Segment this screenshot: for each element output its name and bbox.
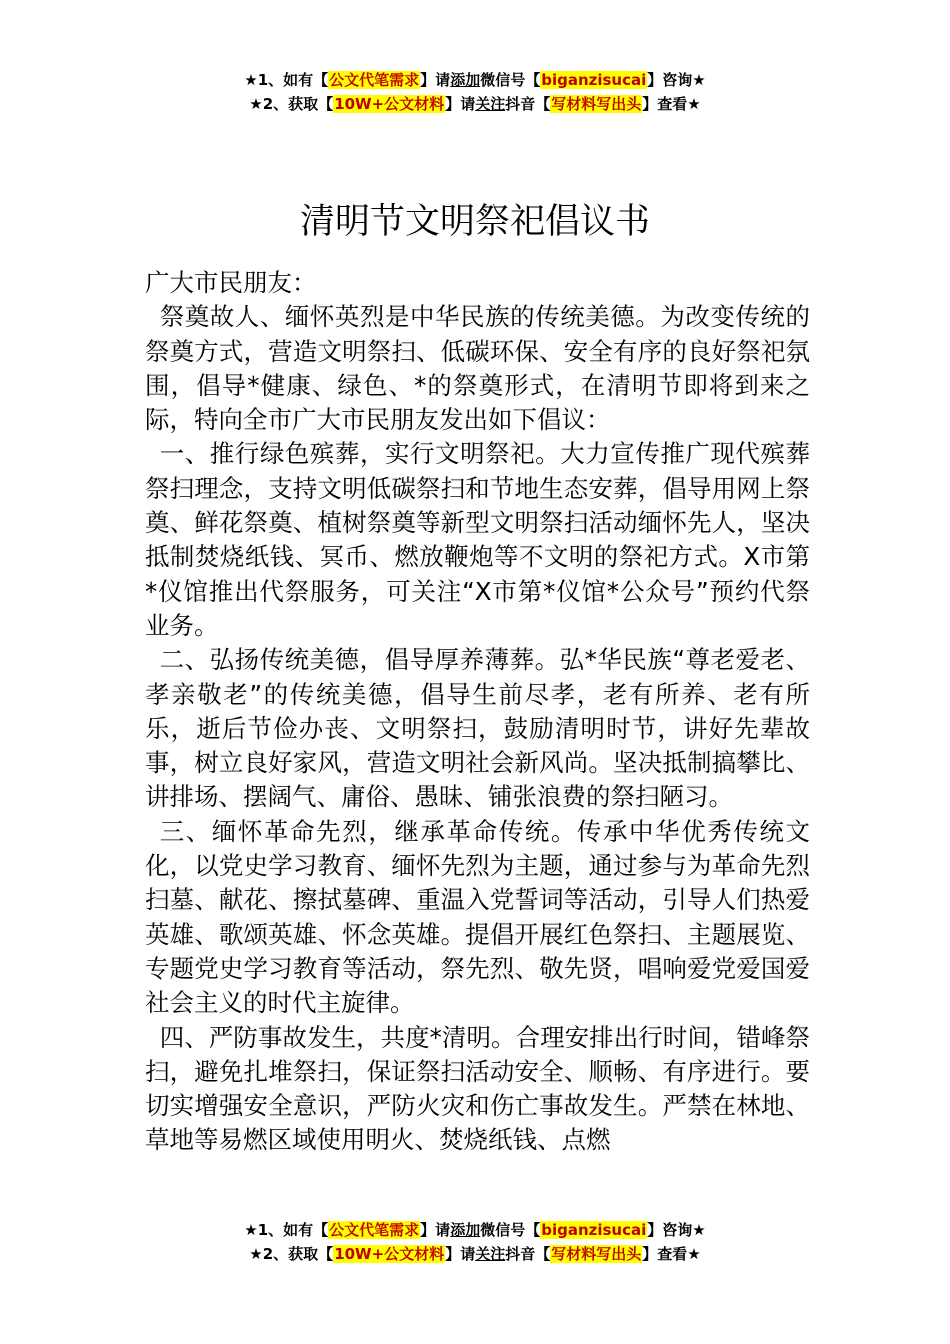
footer-banner [0,1218,950,1266]
header-banner [0,68,950,116]
banner-underline: 添加 [450,1221,481,1239]
banner-text: ★2、获取【 [249,95,334,113]
salutation: 广大市民朋友： [145,268,317,297]
banner-text: ★1、如有【 [244,1221,329,1239]
paragraph-intro: 祭奠故人、缅怀英烈是中华民族的传统美德。为改变传统的祭奠方式，营造文明祭扫、低碳环保、安全有序的良好祭祀氛围，倡导*健康、绿色、*的祭奠形式，在清明节即将到来之际，特向全市广大市民朋友发出如下倡议： [145,302,810,435]
paragraph-3: 三、缅怀革命先烈，继承革命传统。传承中华优秀传统文化，以党史学习教育、缅怀先烈为主题，通过参与为革命先烈扫墓、献花、擦拭墓碑、重温入党誓词等活动，引导人们热爱英雄、歌颂英雄、怀念英雄。提倡开展红色祭扫、主题展览、专题党史学习教育等活动，祭先烈、敬先贤，唱响爱党爱国爱社会主义的时代主旋律。 [145,816,810,1018]
banner-text: ★1、如有【 [244,71,329,89]
banner-line-1 [0,1218,950,1242]
banner-highlight: 10W+公文材料 [334,1245,445,1263]
banner-text: 】请 [420,71,451,89]
banner-line-1 [0,68,950,92]
banner-highlight: 写材料写出头 [551,1245,642,1263]
banner-text: 】咨询★ [647,1221,706,1239]
banner-text: 微信号【 [480,1221,541,1239]
banner-highlight: 公文代笔需求 [329,71,420,89]
banner-text: 微信号【 [480,71,541,89]
banner-text: 】查看★ [642,1245,701,1263]
banner-underline: 关注 [475,95,506,113]
banner-highlight: 写材料写出头 [551,95,642,113]
paragraph-2: 二、弘扬传统美德，倡导厚养薄葬。弘*华民族“尊老爱老、孝亲敬老”的传统美德，倡导生前尽孝，老有所养、老有所乐，逝后节俭办丧、文明祭扫，鼓励清明时节，讲好先辈故事，树立良好家风，营造文明社会新风尚。坚决抵制搞攀比、讲排场、摆阔气、庸俗、愚昧、铺张浪费的祭扫陋习。 [145,645,810,812]
banner-text: 】咨询★ [647,71,706,89]
banner-highlight: 10W+公文材料 [334,95,445,113]
banner-line-2 [0,92,950,116]
document-title: 清明节文明祭祀倡议书 [299,202,650,243]
banner-text: 】请 [445,1245,476,1263]
banner-text: 】请 [420,1221,451,1239]
banner-line-2 [0,1242,950,1266]
banner-text: 抖音【 [505,95,551,113]
paragraph-1: 一、推行绿色殡葬，实行文明祭祀。大力宣传推广现代殡葬祭扫理念，支持文明低碳祭扫和节地生态安葬，倡导用网上祭奠、鲜花祭奠、植树祭奠等新型文明祭扫活动缅怀先人，坚决抵制焚烧纸钱、冥币、燃放鞭炮等不文明的祭祀方式。X市第*仪馆推出代祭服务，可关注“X市第*仪馆*公众号”预约代祭业务。 [145,439,810,640]
document-body [145,266,810,1158]
banner-underline: 关注 [475,1245,506,1263]
banner-text: 】查看★ [642,95,701,113]
paragraph-4: 四、严防事故发生，共度*清明。合理安排出行时间，错峰祭扫，避免扎堆祭扫，保证祭扫活动安全、顺畅、有序进行。要切实增强安全意识，严防火灾和伤亡事故发生。严禁在林地、草地等易燃区域使用明火、焚烧纸钱、点燃 [145,1022,810,1155]
banner-highlight: biganzisucai [541,1221,647,1239]
banner-underline: 添加 [450,71,481,89]
banner-highlight: biganzisucai [541,71,647,89]
banner-text: 抖音【 [505,1245,551,1263]
banner-text: 】请 [445,95,476,113]
banner-highlight: 公文代笔需求 [329,1221,420,1239]
banner-text: ★2、获取【 [249,1245,334,1263]
